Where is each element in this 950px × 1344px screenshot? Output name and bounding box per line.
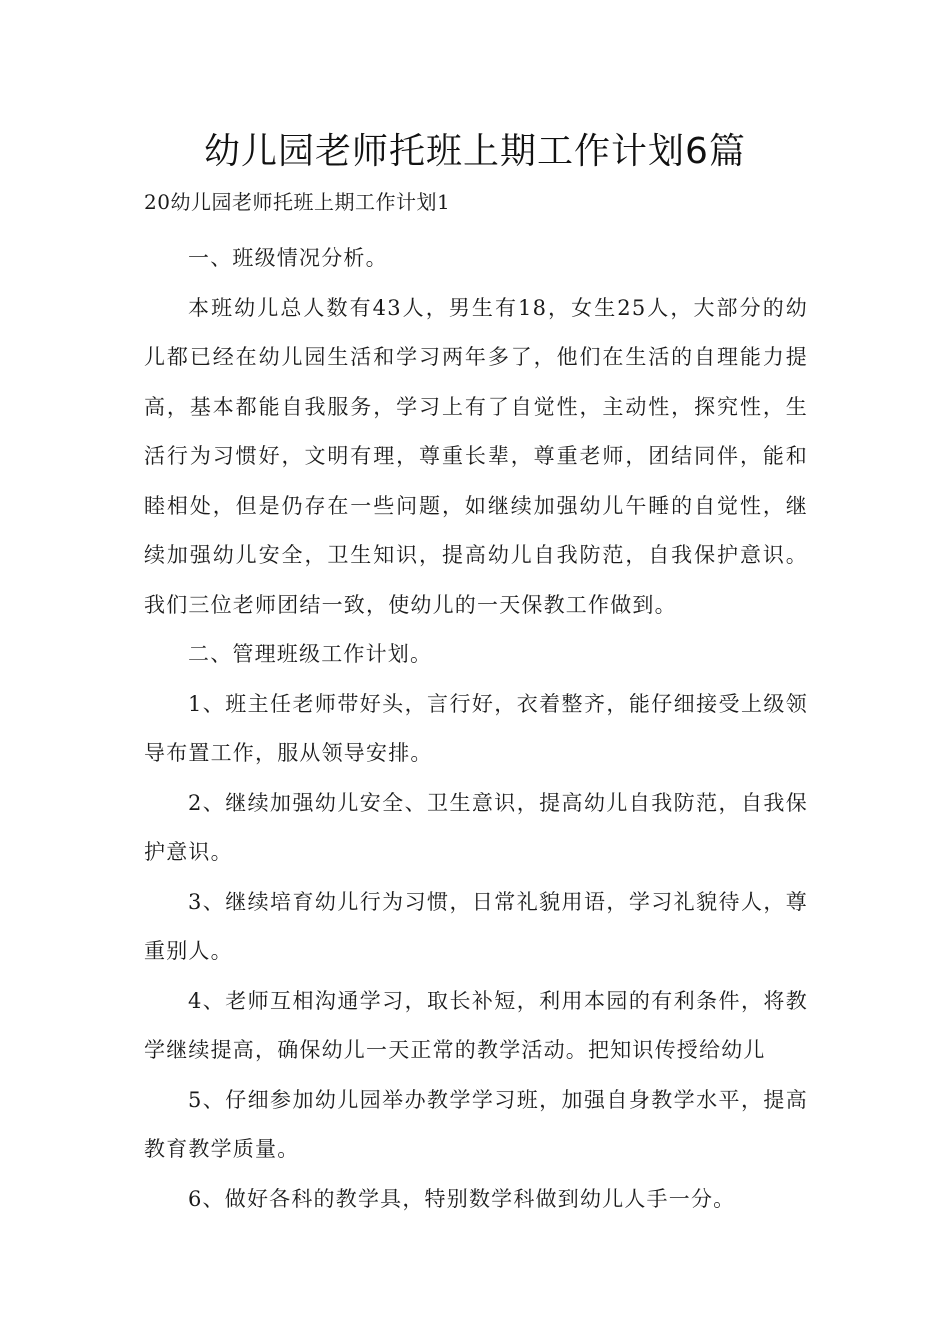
section-heading-1: 一、班级情况分析。 xyxy=(188,246,388,270)
plan-item-4: 4、老师互相沟通学习，取长补短，利用本园的有利条件，将教学继续提高，确保幼儿一天正常的教学活动。把知识传授给幼儿 xyxy=(144,988,808,1062)
document-subtitle: 20幼儿园老师托班上期工作计划1 xyxy=(144,190,451,214)
plan-item-1: 1、班主任老师带好头，言行好，衣着整齐，能仔细接受上级领导布置工作，服从领导安排。 xyxy=(144,691,808,765)
section-heading-2: 二、管理班级工作计划。 xyxy=(188,642,433,666)
plan-item-6: 6、做好各科的教学具，特别数学科做到幼儿人手一分。 xyxy=(188,1186,736,1211)
document-body xyxy=(144,184,808,1224)
document-title: 幼儿园老师托班上期工作计划6篇 xyxy=(204,131,746,172)
plan-item-5: 5、仔细参加幼儿园举办教学学习班，加强自身教学水平，提高教育教学质量。 xyxy=(144,1087,808,1161)
plan-item-3: 3、继续培育幼儿行为习惯，日常礼貌用语，学习礼貌待人，尊重别人。 xyxy=(144,889,808,963)
plan-item-2: 2、继续加强幼儿安全、卫生意识，提高幼儿自我防范，自我保护意识。 xyxy=(144,790,808,864)
paragraph-class-analysis: 本班幼儿总人数有43人，男生有18，女生25人，大部分的幼儿都已经在幼儿园生活和学习两年多了，他们在生活的自理能力提高，基本都能自我服务，学习上有了自觉性，主动性，探究性，生活行为习惯好，文明有理，尊重长辈，尊重老师，团结同伴，能和睦相处，但是仍存在一些问题，如继续加强幼儿午睡的自觉性，继续加强幼儿安全，卫生知识，提高幼儿自我防范，自我保护意识。我们三位老师团结一致，使幼儿的一天保教工作做到。 xyxy=(144,295,808,617)
